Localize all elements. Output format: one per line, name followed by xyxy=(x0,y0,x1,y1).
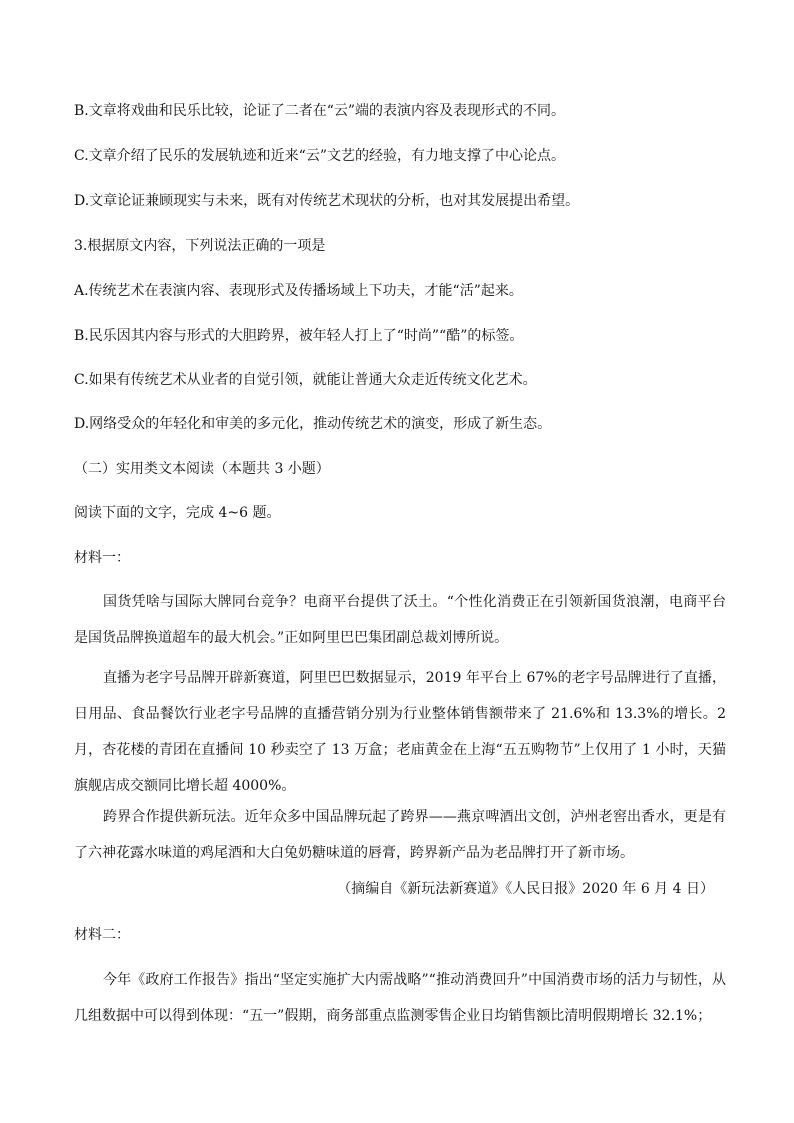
option-3d: D.网络受众的年轻化和审美的多元化，推动传统艺术的演变，形成了新生态。 xyxy=(74,416,552,432)
material-1-paragraph-1: 国货凭啥与国际大牌同台竞争？电商平台提供了沃土。“个性化消费正在引领新国货浪潮，电商平台是国货品牌换道超车的最大机会。”正如阿里巴巴集团副总裁刘博所说。 xyxy=(74,594,726,646)
option-3a: A.传统艺术在表演内容、表现形式及传播场域上下功夫，才能“活”起来。 xyxy=(74,283,523,299)
material-1-source: （摘编自《新玩法新赛道》《人民日报》2020 年 6 月 4 日） xyxy=(337,881,714,897)
section-instruction: 阅读下面的文字，完成 4~6 题。 xyxy=(74,505,281,521)
section-heading: （二）实用类文本阅读（本题共 3 小题） xyxy=(74,461,330,477)
material-2-label: 材料二： xyxy=(74,927,130,943)
material-1-label: 材料一： xyxy=(74,550,130,566)
question-3-stem: 3.根据原文内容，下列说法正确的一项是 xyxy=(74,238,326,254)
material-2-paragraph-1: 今年《政府工作报告》指出“坚定实施扩大内需战略”“推动消费回升”中国消费市场的活力与韧性，从几组数据中可以得到体现：“五一”假期，商务部重点监测零售企业日均销售额比清明假期增长 32.1%； xyxy=(74,972,726,1024)
option-2d: D.文章论证兼顾现实与未来，既有对传统艺术现状的分析，也对其发展提出希望。 xyxy=(74,193,580,209)
option-2b: B.文章将戏曲和民乐比较，论证了二者在“云”端的表演内容及表现形式的不同。 xyxy=(74,103,566,119)
option-3c: C.如果有传统艺术从业者的自觉引领，就能让普通大众走近传统文化艺术。 xyxy=(74,372,537,388)
material-1-paragraph-2: 直播为老字号品牌开辟新赛道，阿里巴巴数据显示，2019 年平台上 67%的老字号品牌进行了直播，日用品、食品餐饮行业老字号品牌的直播营销分别为行业整体销售额带来了 21.6%和 13.3%的增长。2 月，杏花楼的青团在直播间 10 秒卖空了 13 万盒；老庙黄金在上海“五五购物节”上仅用了 1 小时，天猫旗舰店成交额同比增长超 4000%。 xyxy=(74,670,726,794)
material-1-paragraph-3: 跨界合作提供新玩法。近年众多中国品牌玩起了跨界——燕京啤酒出文创，泸州老窖出香水，更是有了六神花露水味道的鸡尾酒和大白兔奶糖味道的唇膏，跨界新产品为老品牌打开了新市场。 xyxy=(74,809,726,861)
option-3b: B.民乐因其内容与形式的大胆跨界，被年轻人打上了“时尚”“酷”的标签。 xyxy=(74,328,524,344)
option-2c: C.文章介绍了民乐的发展轨迹和近来“云”文艺的经验，有力地支撑了中心论点。 xyxy=(74,148,565,164)
